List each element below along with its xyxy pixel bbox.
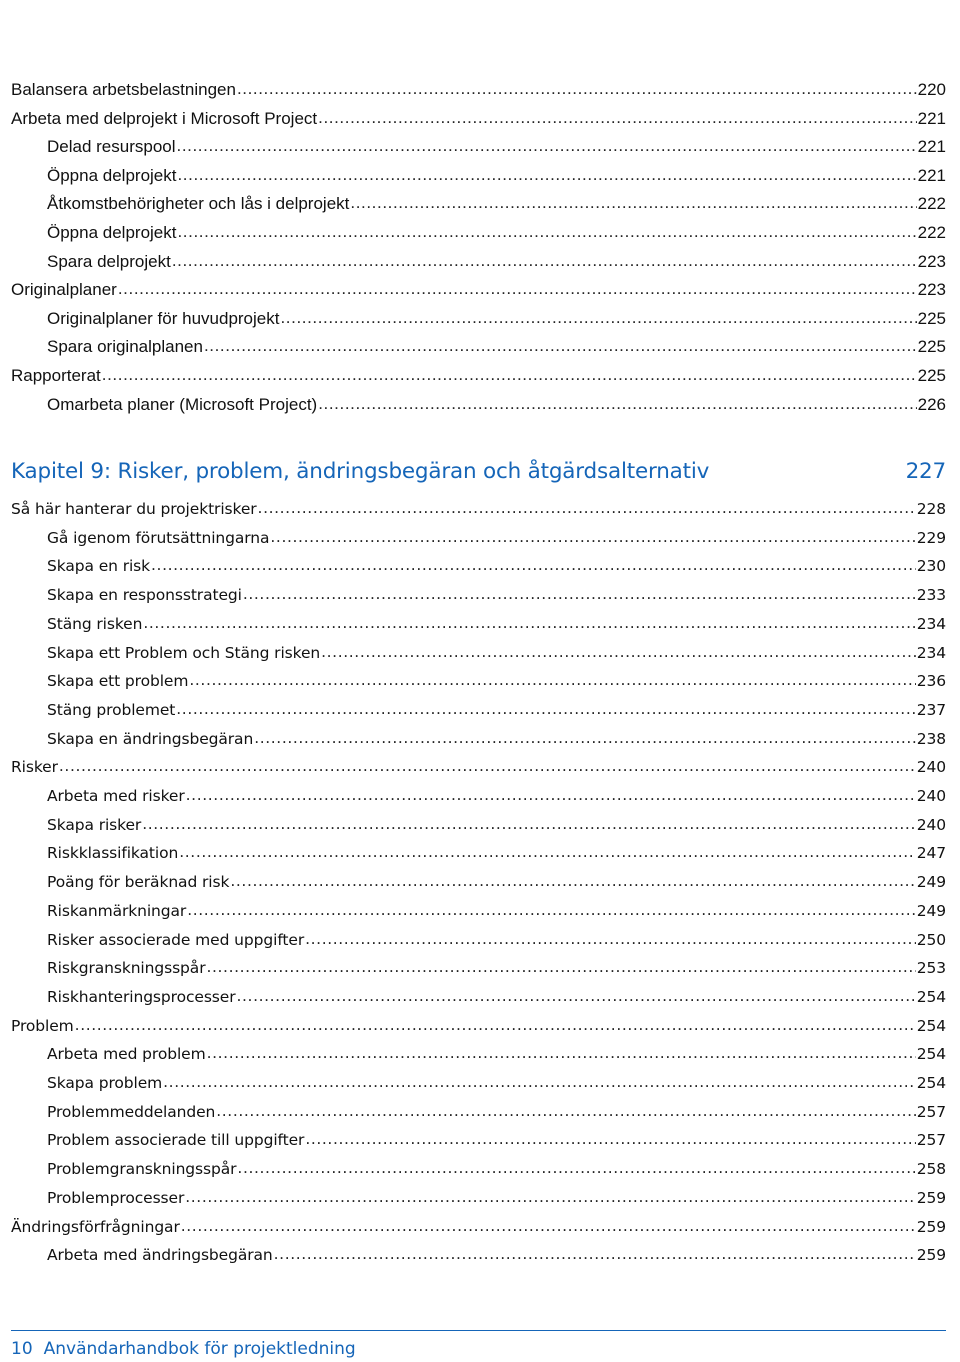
toc-entry-page: 258 (916, 1160, 946, 1179)
toc-entry-title: Problem (11, 1016, 74, 1035)
toc-entry-title: Problemgranskningsspår (47, 1160, 237, 1179)
toc-entry[interactable] (47, 1041, 946, 1067)
toc-dot-leader (189, 667, 915, 693)
toc-entry[interactable] (47, 525, 946, 551)
toc-dot-leader (237, 76, 917, 102)
toc-entry[interactable] (47, 334, 946, 360)
toc-entry-page: 228 (916, 500, 946, 518)
toc-entry[interactable] (47, 984, 946, 1010)
toc-entry[interactable] (11, 1013, 946, 1039)
toc-dot-leader (177, 162, 916, 188)
toc-entry-title: Risker associerade med uppgifter (47, 930, 305, 949)
chapter-page: 227 (905, 458, 946, 484)
toc-dot-leader (305, 926, 916, 952)
toc-entry[interactable] (47, 1185, 946, 1211)
toc-entry-title: Skapa en ändringsbegäran (47, 729, 254, 748)
toc-entry-page: 247 (916, 844, 946, 863)
toc-entry[interactable] (47, 812, 946, 838)
toc-entry-page: 221 (917, 165, 946, 185)
toc-entry-title: Arbeta med delprojekt i Microsoft Project (11, 108, 318, 128)
toc-entry-title: Problem associerade till uppgifter (47, 1131, 305, 1150)
toc-entry-title: Skapa risker (47, 815, 142, 834)
toc-entry-title: Stäng problemet (47, 700, 176, 719)
toc-entry-title: Rapporterat (11, 366, 101, 385)
toc-entry[interactable] (47, 840, 946, 866)
toc-entry-page: 222 (917, 194, 946, 214)
toc-entry[interactable] (47, 1242, 946, 1268)
toc-entry[interactable] (47, 134, 946, 160)
toc-entry-page: 259 (916, 1246, 946, 1265)
toc-entry-title: Ändringsförfrågningar (11, 1217, 180, 1236)
toc-dot-leader (321, 639, 916, 665)
toc-dot-leader (75, 1012, 916, 1038)
toc-entry[interactable] (47, 163, 946, 189)
toc-entry[interactable] (47, 553, 946, 579)
toc-entry-page: 233 (916, 586, 946, 605)
toc-entry[interactable] (47, 1070, 946, 1096)
toc-dot-leader (204, 333, 917, 359)
toc-entry-page: 259 (916, 1188, 946, 1207)
toc-entry-page: 225 (917, 308, 946, 328)
toc-entry[interactable] (47, 1156, 946, 1182)
toc-dot-leader (207, 1040, 916, 1066)
toc-dot-leader (258, 495, 916, 521)
toc-entry-page: 234 (916, 614, 946, 633)
toc-entry-page: 254 (916, 1045, 946, 1064)
toc-entry[interactable] (47, 249, 946, 275)
toc-entry-title: Problemmeddelanden (47, 1102, 216, 1121)
toc-dot-leader (118, 276, 917, 302)
toc-entry[interactable] (47, 726, 946, 752)
toc-entry-title: Omarbeta planer (Microsoft Project) (47, 394, 318, 414)
toc-entry-title: Skapa en risk (47, 557, 151, 576)
toc-entry-title: Problemprocesser (47, 1188, 185, 1207)
toc-entry-page: 223 (917, 251, 946, 271)
toc-entry[interactable] (47, 955, 946, 981)
toc-dot-leader (270, 524, 915, 550)
toc-entry-title: Originalplaner för huvudprojekt (47, 308, 280, 328)
toc-entry-title: Spara originalplanen (47, 337, 203, 357)
toc-dot-leader (59, 753, 916, 779)
toc-entry-title: Så här hanterar du projektrisker (11, 500, 257, 518)
toc-entry-page: 257 (916, 1102, 946, 1121)
footer-rule (11, 1330, 946, 1331)
toc-entry-page: 236 (916, 672, 946, 691)
toc-entry[interactable] (11, 1214, 946, 1240)
toc-entry-page: 221 (917, 137, 946, 157)
toc-entry-title: Balansera arbetsbelastningen (11, 80, 236, 99)
toc-entry-page: 226 (917, 394, 946, 414)
toc-entry[interactable] (47, 898, 946, 924)
toc-dot-leader (274, 1241, 916, 1267)
toc-entry-page: 254 (916, 987, 946, 1006)
toc-dot-leader (216, 1098, 915, 1124)
toc-entry-title: Risker (11, 758, 58, 777)
toc-dot-leader (172, 248, 917, 274)
toc-dot-leader (305, 1126, 915, 1152)
toc-entry[interactable] (47, 869, 946, 895)
toc-dot-leader (151, 552, 916, 578)
toc-entry-page: 221 (917, 108, 946, 128)
toc-entry-page: 223 (917, 280, 946, 300)
chapter-heading[interactable] (11, 454, 946, 488)
toc-entry-title: Riskhanteringsprocesser (47, 987, 236, 1006)
toc-entry-page: 250 (916, 930, 946, 949)
toc-entry[interactable] (47, 927, 946, 953)
toc-entry-title: Arbeta med problem (47, 1045, 206, 1064)
toc-entry[interactable] (11, 77, 946, 103)
toc-dot-leader (177, 133, 917, 159)
page-footer (11, 1337, 356, 1361)
toc-entry-title: Stäng risken (47, 614, 143, 633)
toc-entry-page: 249 (916, 873, 946, 892)
toc-dot-leader (254, 725, 916, 751)
toc-entry-page: 254 (916, 1016, 946, 1035)
toc-dot-leader (186, 782, 916, 808)
toc-entry[interactable] (47, 1127, 946, 1153)
toc-entry-title: Riskklassifikation (47, 844, 179, 863)
toc-entry-page: 222 (917, 223, 946, 242)
toc-dot-leader (181, 1213, 916, 1239)
toc-entry[interactable] (47, 640, 946, 666)
toc-entry-page: 259 (916, 1217, 946, 1236)
toc-entry-title: Delad resurspool (47, 137, 176, 157)
toc-entry-title: Spara delprojekt (47, 251, 171, 271)
toc-entry[interactable] (47, 220, 946, 246)
toc-entry-title: Skapa problem (47, 1074, 163, 1092)
toc-entry[interactable] (47, 783, 946, 809)
toc-entry[interactable] (47, 392, 946, 418)
toc-entry-page: 240 (916, 815, 946, 834)
toc-entry-title: Arbeta med risker (47, 787, 185, 805)
toc-entry[interactable] (47, 611, 946, 637)
toc-entry[interactable] (11, 106, 946, 132)
toc-entry-page: 238 (916, 729, 946, 748)
toc-entry[interactable] (47, 306, 946, 332)
toc-dot-leader (318, 391, 916, 417)
toc-dot-leader (236, 983, 915, 1009)
chapter-title: Kapitel 9: Risker, problem, ändringsbegäran och åtgärdsalternativ (11, 458, 710, 484)
toc-dot-leader (187, 897, 916, 923)
toc-entry-title: Originalplaner (11, 280, 117, 300)
toc-entry-title: Öppna delprojekt (47, 223, 177, 242)
toc-dot-leader (177, 219, 916, 245)
toc-entry-page: 234 (916, 643, 946, 662)
toc-entry-title: Åtkomstbehörigheter och lås i delprojekt (47, 194, 350, 214)
toc-dot-leader (143, 610, 915, 636)
toc-entry[interactable] (47, 582, 946, 608)
toc-entry[interactable] (11, 363, 946, 389)
toc-dot-leader (185, 1184, 915, 1210)
toc-entry-page: 240 (916, 787, 946, 805)
toc-dot-leader (350, 190, 916, 216)
toc-entry-page: 229 (916, 528, 946, 547)
toc-entry-title: Skapa ett problem (47, 672, 189, 691)
toc-entry-page: 220 (917, 80, 946, 99)
toc-entry-page: 257 (916, 1131, 946, 1150)
toc-entry-page: 237 (916, 700, 946, 719)
toc-entry-page: 249 (916, 901, 946, 920)
toc-entry-title: Skapa ett Problem och Stäng risken (47, 643, 321, 662)
toc-dot-leader (102, 362, 917, 388)
toc-entry-title: Skapa en responsstrategi (47, 586, 242, 605)
toc-entry-title: Riskgranskningsspår (47, 959, 206, 978)
toc-entry-page: 253 (916, 959, 946, 978)
toc-entry[interactable] (47, 191, 946, 217)
toc-dot-leader (230, 868, 915, 894)
toc-entry-page: 225 (917, 366, 946, 385)
toc-entry-title: Arbeta med ändringsbegäran (47, 1246, 273, 1265)
toc-dot-leader (163, 1069, 916, 1095)
toc-dot-leader (206, 954, 915, 980)
toc-entry-page: 230 (916, 557, 946, 576)
toc-dot-leader (142, 811, 916, 837)
toc-entry[interactable] (11, 496, 946, 522)
toc-entry[interactable] (47, 697, 946, 723)
toc-entry[interactable] (11, 754, 946, 780)
toc-dot-leader (243, 581, 916, 607)
toc-entry-title: Öppna delprojekt (47, 165, 177, 185)
toc-entry-title: Riskanmärkningar (47, 901, 187, 920)
toc-dot-leader (237, 1155, 915, 1181)
toc-dot-leader (179, 839, 915, 865)
toc-dot-leader (280, 305, 916, 331)
toc-dot-leader (318, 105, 917, 131)
toc-entry[interactable] (47, 1099, 946, 1125)
toc-entry-page: 240 (916, 758, 946, 777)
toc-entry-page: 225 (917, 337, 946, 357)
toc-entry[interactable] (11, 277, 946, 303)
footer-book-title: Användarhandbok för projektledning (43, 1339, 356, 1359)
footer-page-number: 10 (11, 1339, 33, 1359)
toc-dot-leader (176, 696, 915, 722)
toc-entry-title: Gå igenom förutsättningarna (47, 528, 270, 547)
toc-entry[interactable] (47, 668, 946, 694)
toc-entry-title: Poäng för beräknad risk (47, 873, 230, 892)
toc-entry-page: 254 (916, 1074, 946, 1092)
